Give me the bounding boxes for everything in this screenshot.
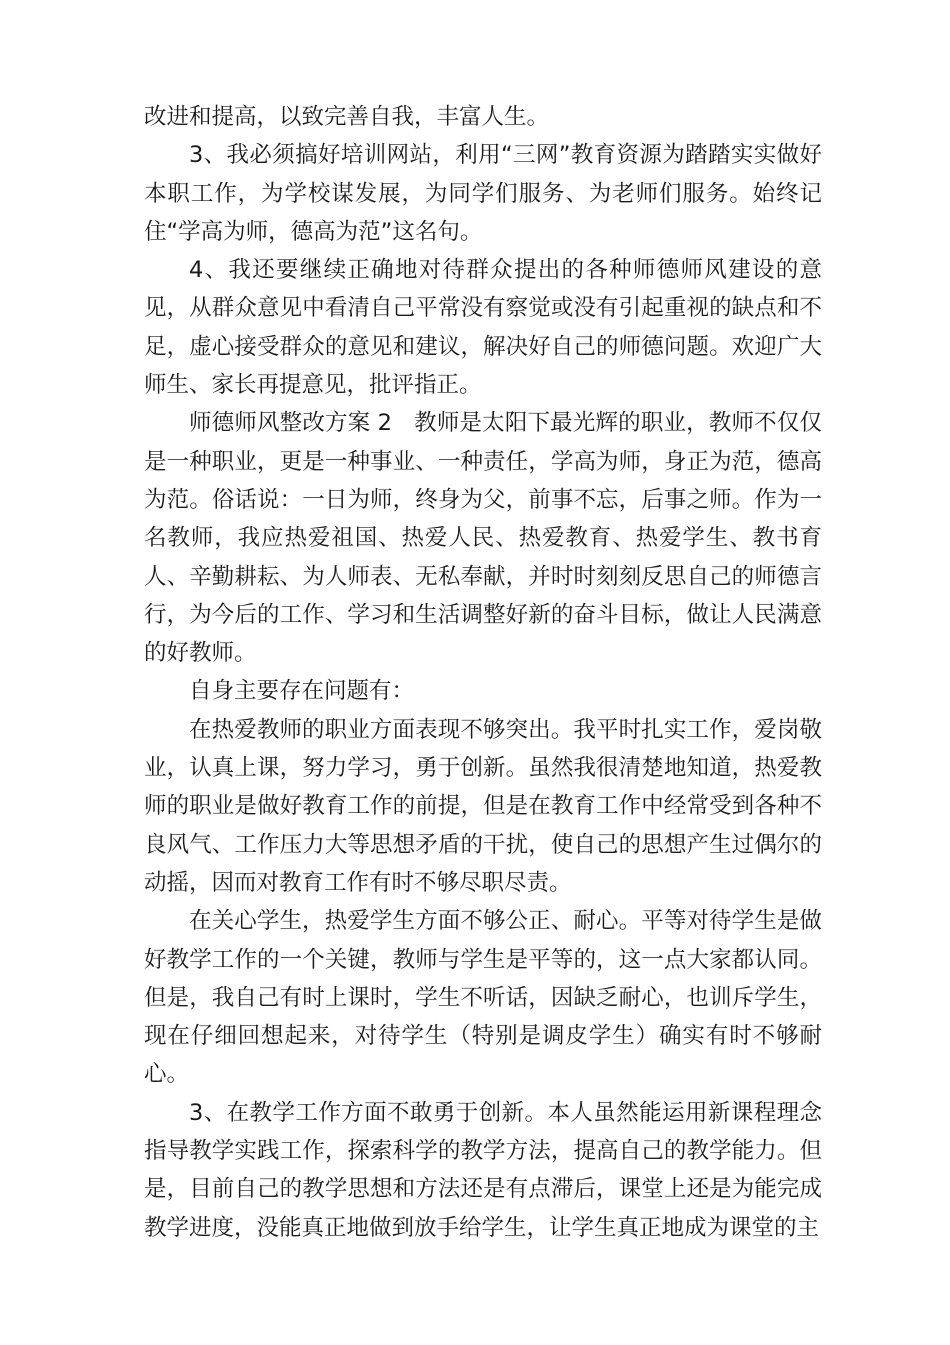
section-heading: 师德师风整改方案 2 xyxy=(189,410,392,437)
paragraph: 3、我必须搞好培训网站，利用“三网”教育资源为踏踏实实做好本职工作，为学校谋发展，为同学们服务、为老师们服务。始终记住“学高为师，德高为范”这名句。 xyxy=(144,142,822,245)
paragraph-text: 教师是太阳下最光辉的职业，教师不仅仅是一种职业，更是一种事业、一种责任，学高为师，身正为范，德高为范。俗话说：一日为师，终身为父，前事不忘，后事之师。作为一名教师，我应热爱祖国、热爱人民、热爱教育、热爱学生、教书育人、辛勤耕耘、为人师表、无私奉献，并时时刻刻反思自己的师德言行，为今后的工作、学习和生活调整好新的奋斗目标，做让人民满意的好教师。 xyxy=(144,410,822,667)
document-body xyxy=(144,98,822,1247)
paragraph-with-heading xyxy=(144,404,822,672)
paragraph: 改进和提高，以致完善自我，丰富人生。 xyxy=(144,104,550,130)
paragraph: 4、我还要继续正确地对待群众提出的各种师德师风建设的意见，从群众意见中看清自己平常没有察觉或没有引起重视的缺点和不足，虚心接受群众的意见和建议，解决好自己的师德问题。欢迎广大师生、家长再提意见，批评指正。 xyxy=(144,257,822,399)
paragraph: 在热爱教师的职业方面表现不够突出。我平时扎实工作，爱岗敬业，认真上课，努力学习，勇于创新。虽然我很清楚地知道，热爱教师的职业是做好教育工作的前提，但是在教育工作中经常受到各种不良风气、工作压力大等思想矛盾的干扰，使自己的思想产生过偶尔的动摇，因而对教育工作有时不够尽职尽责。 xyxy=(144,716,822,896)
paragraph: 自身主要存在问题有： xyxy=(189,678,415,705)
paragraph: 3、在教学工作方面不敢勇于创新。本人虽然能运用新课程理念指导教学实践工作，探索科学的教学方法，提高自己的教学能力。但是，目前自己的教学思想和方法还是有点滞后，课堂上还是为能完成教学进度，没能真正地做到放手给学生，让学生真正地成为课堂的主 xyxy=(144,1099,822,1241)
paragraph: 在关心学生，热爱学生方面不够公正、耐心。平等对待学生是做好教学工作的一个关键，教师与学生是平等的，这一点大家都认同。但是，我自己有时上课时，学生不听话，因缺乏耐心，也训斥学生，现在仔细回想起来，对待学生（特别是调皮学生）确实有时不够耐心。 xyxy=(144,908,822,1088)
